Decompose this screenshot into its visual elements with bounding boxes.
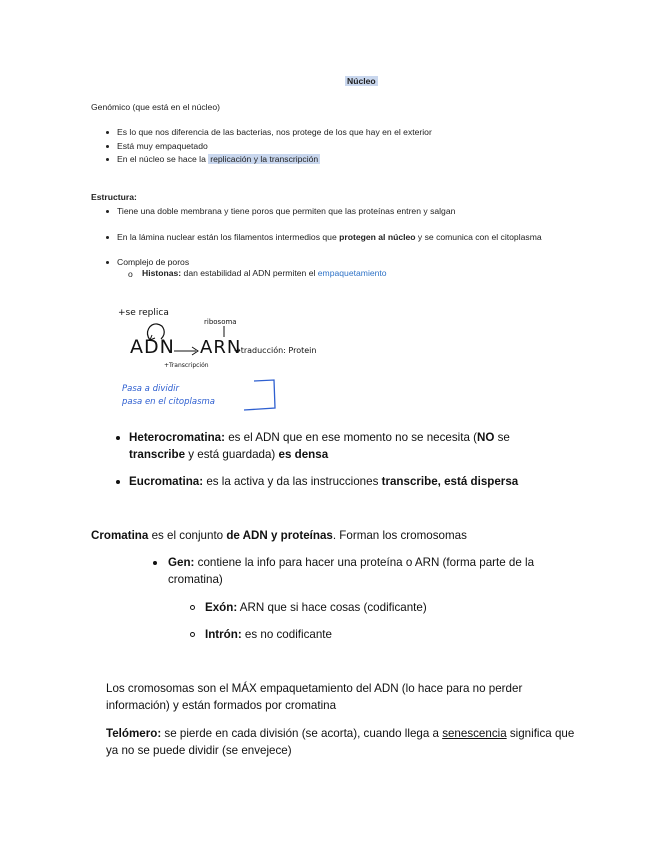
list-item-heterocromatina-cont: transcribe y está guardada) es densa [129, 448, 329, 461]
list-item: En el núcleo se hace la replicación y la transcripción [117, 154, 319, 164]
bullet-dot [106, 145, 109, 148]
sub-list-item: Histonas: dan estabilidad al ADN permiten el empaquetamiento [142, 268, 387, 278]
list-item: Tiene una doble membrana y tiene poros que permiten que las proteínas entren y salgan [117, 206, 456, 216]
handwritten-adn: ADN [130, 336, 175, 358]
list-item-gen: Gen: contiene la info para hacer una proteína o ARN (forma parte de la [168, 556, 535, 569]
sub-bullet-marker: o [128, 269, 133, 279]
handwritten-transcripcion: +Transcripción [164, 362, 209, 369]
list-item: Es lo que nos diferencia de las bacterias, nos protege de los que hay en el exterior [117, 127, 432, 137]
paragraph-telomero-line-1: Telómero: se pierde en cada división (se acorta), cuando llega a senescencia significa que [106, 727, 575, 740]
right-arrow-icon [174, 346, 200, 356]
sub-bullet-marker [190, 605, 195, 610]
list-item-exon: Exón: ARN que si hace cosas (codificante) [205, 601, 427, 614]
sub-bullet-marker [190, 632, 195, 637]
bullet-dot [153, 561, 157, 565]
handwritten-traduccion: →traducción: Protein [234, 346, 317, 355]
handwritten-diagram [112, 300, 352, 420]
bullet-dot [106, 261, 109, 264]
list-item-gen-cont: cromatina) [168, 573, 223, 586]
bullet-dot [116, 436, 120, 440]
bullet-dot [116, 480, 120, 484]
list-item-intron: Intrón: es no codificante [205, 628, 332, 641]
paragraph-telomero-line-2: ya no se puede dividir (se envejece) [106, 744, 292, 757]
paragraph-cromosomas-line-1: Los cromosomas son el MÁX empaquetamiento del ADN (lo hace para no perder [106, 682, 523, 695]
bullet-dot [106, 236, 109, 239]
bullet-dot [106, 158, 109, 161]
list-item-eucromatina: Eucromatina: es la activa y da las instrucciones transcribe, está dispersa [129, 475, 519, 488]
list-item: Complejo de poros [117, 257, 190, 267]
bullet-dot [106, 131, 109, 134]
handwritten-se-replica: +se replica [118, 308, 169, 318]
list-item: En la lámina nuclear están los filamentos intermedios que protegen al núcleo y se comunica con el citoplasma [117, 232, 542, 242]
intro-text: Genómico (que está en el núcleo) [91, 102, 220, 112]
paragraph-cromatina: Cromatina es el conjunto de ADN y proteínas. Forman los cromosomas [91, 529, 467, 542]
page-title: Núcleo [347, 76, 376, 86]
handwritten-blue-line-1: Pasa a dividir [122, 384, 179, 394]
list-item-heterocromatina: Heterocromatina: es el ADN que en ese momento no se necesita (NO se [129, 431, 510, 444]
list-item: Está muy empaquetado [117, 141, 208, 151]
handwritten-ribosoma: ribosoma [204, 318, 237, 326]
handwritten-blue-line-2: pasa en el citoplasma [122, 397, 216, 407]
section-heading-estructura: Estructura: [91, 192, 137, 202]
paragraph-cromosomas-line-2: información) y están formados por cromatina [106, 699, 337, 712]
blue-bracket-icon [240, 378, 280, 412]
bullet-dot [106, 210, 109, 213]
handwritten-arn: ARN [200, 337, 242, 358]
